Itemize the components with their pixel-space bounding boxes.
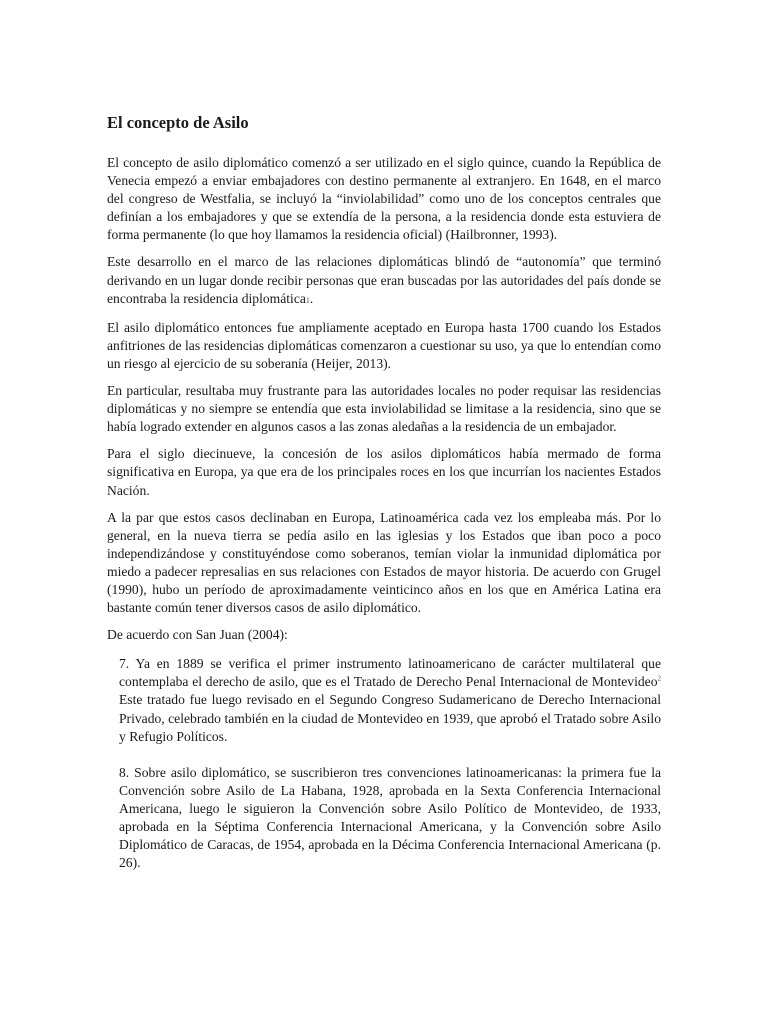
paragraph-6-text: A la par que estos casos declinaban en Europa, Latinoamérica cada vez los empleaba más. Por lo general, en la nueva tierra se pedía asilo en las iglesias y los Estados que iban poco a poco independizándose y constituyéndose como soberanos, temían violar la inmunidad diplomática por miedo a padecer represalias en sus relaciones con Estados de mayor historia. De acuerdo con Grugel (1990), hubo un período de aproximadamente veinticinco años en los que en América Latina era bastante común tener diversos casos de asilo diplomático. [107, 509, 661, 616]
quote-item-7-text: 7. Ya en 1889 se verifica el primer instrumento latinoamericano de carácter multilateral que contemplaba el derecho de asilo, que es el Tratado de Derecho Penal Internacional de Montevideo [119, 656, 661, 690]
footnote-ref-1[interactable]: 1 [305, 295, 310, 305]
footnote-ref-2[interactable]: 2 [657, 674, 661, 683]
paragraph-1-text: El concepto de asilo diplomático comenzó a ser utilizado en el siglo quince, cuando la República de Venecia empezó a enviar embajadores con destino permanente al extranjero. En 1648, en el marco del congreso de Westfalia, se incluyó la “inviolabilidad” como uno de los conceptos centrales que definían a los embajadores y que se extendía de la persona, a la residencia donde esta estuviera de forma permanente (lo que hoy llamamos la residencia oficial) (Hailbronner, 1993). [107, 155, 661, 243]
paragraph-7-text: De acuerdo con San Juan (2004): [107, 627, 288, 643]
paragraph-4 [107, 382, 661, 436]
block-quote [119, 655, 661, 872]
document-page [107, 112, 661, 890]
paragraph-7 [107, 626, 661, 644]
paragraph-6 [107, 509, 661, 618]
paragraph-3-text: El asilo diplomático entonces fue ampliamente aceptado en Europa hasta 1700 cuando los Estados anfitriones de las residencias diplomáticas comenzaron a cuestionar su uso, ya que lo entendían como un riesgo al ejercicio de su soberanía (Heijer, 2013). [107, 319, 661, 371]
quote-item-8 [119, 764, 661, 873]
paragraph-3 [107, 319, 661, 373]
paragraph-2-text: Este desarrollo en el marco de las relaciones diplomáticas blindó de “autonomía” que terminó derivando en un lugar donde recibir personas que eran buscadas por las autoridades del país donde se encontraba la residencia diplomática [107, 254, 661, 306]
paragraph-2-end: . [309, 290, 314, 306]
paragraph-5-text: Para el siglo diecinueve, la concesión de los asilos diplomáticos había mermado de forma significativa en Europa, ya que era de los principales roces en los que incurrían los nacientes Estados Nación. [107, 446, 661, 498]
paragraph-1 [107, 154, 661, 244]
paragraph-2 [107, 253, 661, 309]
quote-item-7 [119, 655, 661, 745]
paragraph-5 [107, 445, 661, 499]
quote-item-8-text: 8. Sobre asilo diplomático, se suscribieron tres convenciones latinoamericanas: la primera fue la Convención sobre Asilo de La Habana, 1928, aprobada en la Sexta Conferencia Internacional Americana, luego le siguieron la Convención sobre Asilo Político de Montevideo, de 1933, aprobada en la Séptima Conferencia Internacional Americana, y la Convención sobre Asilo Diplomático de Caracas, de 1954, aprobada en la Décima Conferencia Internacional Americana (p. 26). [119, 764, 661, 871]
document-title: El concepto de Asilo [107, 113, 249, 132]
paragraph-4-text: En particular, resultaba muy frustrante para las autoridades locales no poder requisar las residencias diplomáticas y no siempre se entendía que esta inviolabilidad se limitase a la residencia, sino que se había logrado extender en algunos casos a las zonas aledañas a la residencia de un embajador. [107, 383, 661, 435]
quote-item-7-rest: Este tratado fue luego revisado en el Segundo Congreso Sudamericano de Derecho Internacional Privado, celebrado también en la ciudad de Montevideo en 1939, que aprobó el Tratado sobre Asilo y Refugio Políticos. [119, 692, 661, 744]
